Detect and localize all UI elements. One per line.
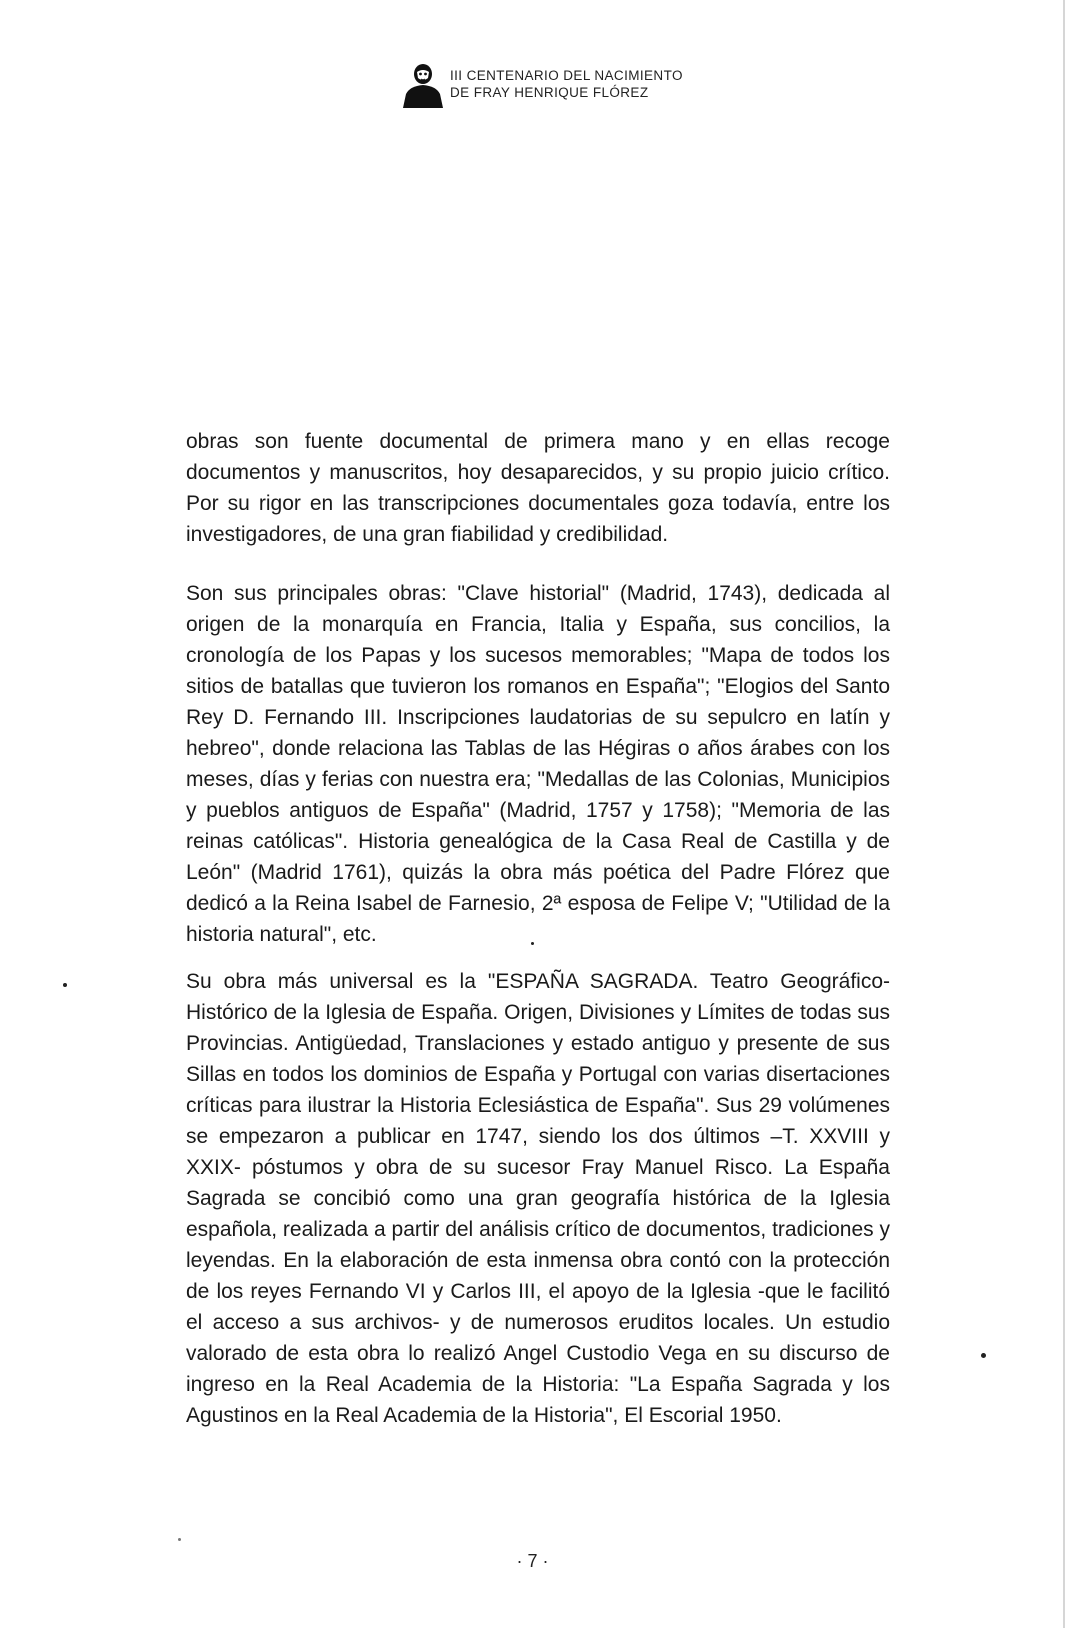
- header-line-1: III CENTENARIO DEL NACIMIENTO: [450, 68, 683, 83]
- paragraph-text: Su obra más universal es la "ESPAÑA SAGRADA. Teatro Geográfico-Histórico de la Iglesia de España. Origen, Divisiones y Límites de todas sus Provincias. Antigüedad, Translaciones y estado antiguo y presente de sus Sillas en todos los dominios de España y Portugal con varias disertaciones críticas para ilustrar la Historia Eclesiástica de España". Sus 29 volúmenes se empezaron a publicar en 1747, siendo los dos últimos –T. XXVIII y XXIX- póstumos y obra de su sucesor Fray Manuel Risco. La España Sagrada se concibió como una gran geografía histórica de la Iglesia española, realizada a partir del análisis crítico de documentos, tradiciones y leyendas. En la elaboración de esta inmensa obra contó con la protección de los reyes Fernando VI y Carlos III, el apoyo de la Iglesia -que le facilitó el acceso a sus archivos- y de numerosos eruditos locales. Un estudio valorado de esta obra lo realizó Angel Custodio Vega en su discurso de ingreso en la Real Academia de la Historia: "La España Sagrada y los Agustinos en la Real Academia de la Historia", El Escorial 1950.: [186, 970, 890, 1427]
- running-header: [398, 60, 683, 108]
- header-line-2: DE FRAY HENRIQUE FLÓREZ: [450, 85, 649, 100]
- page-number: · 7 ·: [516, 1551, 549, 1571]
- scan-speck: [63, 983, 67, 987]
- paragraph-text: Son sus principales obras: "Clave historial" (Madrid, 1743), dedicada al origen de la monarquía en Francia, Italia y España, sus concilios, la cronología de los Papas y los sucesos memorables; "Mapa de todos los sitios de batallas que tuvieron los romanos en España"; "Elogios del Santo Rey D. Fernando III. Inscripciones laudatorias de su sepulcro en latín y hebreo", donde relaciona las Tablas de las Hégiras o años árabes con los meses, días y ferias con nuestra era; "Medallas de las Colonias, Municipios y pueblos antiguos de España" (Madrid, 1757 y 1758); "Memoria de las reinas católicas". Historia genealógica de la Casa Real de Castilla y de León" (Madrid 1761), quizás la obra más poética del Padre Flórez que dedicó a la Reina Isabel de Farnesio, 2ª esposa de Felipe V; "Utilidad de la historia natural", etc.: [186, 582, 890, 946]
- body-paragraph-2: [186, 578, 890, 950]
- scan-speck: [178, 1538, 181, 1541]
- body-paragraph-3: [186, 966, 890, 1431]
- scan-speck: [531, 942, 534, 945]
- bust-portrait-icon: [398, 60, 444, 108]
- body-paragraph-1: [186, 426, 890, 550]
- scan-speck: [981, 1353, 986, 1358]
- header-title: [450, 67, 683, 101]
- paragraph-text: obras son fuente documental de primera mano y en ellas recoge documentos y manuscritos, hoy desaparecidos, y su propio juicio crítico. Por su rigor en las transcripciones documentales goza todavía, entre los investigadores, de una gran fiabilidad y credibilidad.: [186, 430, 890, 546]
